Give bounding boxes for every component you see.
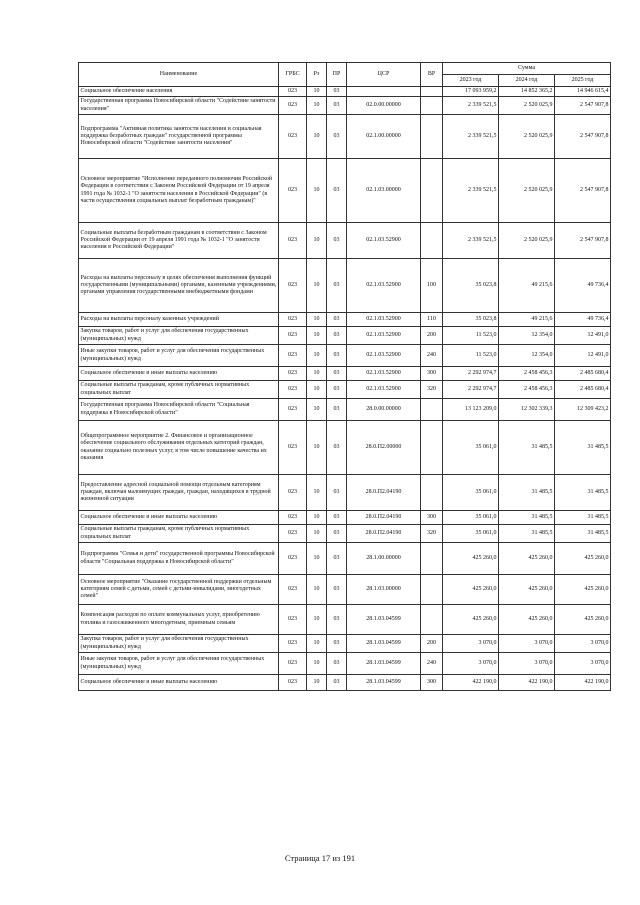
- cell-rz: 10: [307, 223, 327, 259]
- table-row: [79, 345, 611, 367]
- cell-name: Социальные выплаты гражданам, кроме публичных нормативных социальных выплат: [79, 525, 279, 543]
- table-row: [79, 223, 611, 259]
- cell-name: Социальные выплаты гражданам, кроме публичных нормативных социальных выплат: [79, 381, 279, 399]
- cell-pr: 03: [327, 525, 347, 543]
- cell-pr: 03: [327, 399, 347, 421]
- cell-v2023: 3 070,0: [443, 635, 499, 653]
- table-row: [79, 511, 611, 525]
- cell-v2023: 2 292 974,7: [443, 381, 499, 399]
- cell-name: Социальные выплаты безработным гражданам в соответствии с Законом Российской Федерации от 19 апреля 1991 года № 1032-1 "О занятости населения в Российской Федерации": [79, 223, 279, 259]
- cell-csr: 28.0.00.00000: [347, 399, 421, 421]
- cell-name: Закупка товаров, работ и услуг для обеспечения государственных (муниципальных) нужд: [79, 327, 279, 345]
- cell-rz: 10: [307, 653, 327, 675]
- table-body: [79, 87, 611, 691]
- cell-csr: 02.1.03.52900: [347, 381, 421, 399]
- cell-grbs: 023: [279, 259, 307, 313]
- cell-vr: 200: [421, 327, 443, 345]
- cell-csr: 28.0.П2.04190: [347, 475, 421, 511]
- header-rz: Рз: [307, 63, 327, 87]
- table-row: [79, 675, 611, 691]
- table-row: [79, 475, 611, 511]
- cell-v2023: 425 260,0: [443, 575, 499, 605]
- cell-grbs: 023: [279, 115, 307, 159]
- cell-name: Закупка товаров, работ и услуг для обеспечения государственных (муниципальных) нужд: [79, 635, 279, 653]
- cell-grbs: 023: [279, 475, 307, 511]
- cell-grbs: 023: [279, 345, 307, 367]
- cell-pr: 03: [327, 313, 347, 327]
- cell-v2024: 425 260,0: [499, 575, 555, 605]
- cell-vr: 300: [421, 367, 443, 381]
- cell-v2025: 2 547 907,8: [555, 223, 611, 259]
- cell-grbs: 023: [279, 313, 307, 327]
- header-grbs: ГРБС: [279, 63, 307, 87]
- cell-v2024: 31 485,5: [499, 525, 555, 543]
- cell-v2023: 3 070,0: [443, 653, 499, 675]
- cell-csr: 02.1.03.52900: [347, 223, 421, 259]
- cell-csr: 28.0.П2.00000: [347, 421, 421, 475]
- header-pr: ПР: [327, 63, 347, 87]
- cell-v2023: 35 061,0: [443, 525, 499, 543]
- cell-grbs: 023: [279, 511, 307, 525]
- cell-rz: 10: [307, 543, 327, 575]
- cell-v2024: 31 485,5: [499, 511, 555, 525]
- cell-name: Иные закупки товаров, работ и услуг для обеспечения государственных (муниципальных) нужд: [79, 345, 279, 367]
- cell-v2023: 422 190,0: [443, 675, 499, 691]
- cell-rz: 10: [307, 345, 327, 367]
- cell-v2024: 12 354,0: [499, 327, 555, 345]
- cell-name: Социальное обеспечение населения: [79, 87, 279, 97]
- cell-csr: 02.1.00.00000: [347, 115, 421, 159]
- cell-name: Общепрограммное мероприятие 2. Финансовое и организационное обеспечение социального обслуживания отдельных категорий граждан, оказание социально полезных услуг, в том числе повышение качества их оказания: [79, 421, 279, 475]
- cell-csr: 02.1.03.52900: [347, 345, 421, 367]
- table-row: [79, 605, 611, 635]
- cell-grbs: 023: [279, 635, 307, 653]
- page-number: Страница 17 из 191: [284, 853, 356, 863]
- cell-name: Компенсация расходов по оплате коммунальных услуг, приобретению топлива и газосжиженного многодетным, приемным семьям: [79, 605, 279, 635]
- cell-name: Подпрограмма "Семья и дети" государственной программы Новосибирской области "Социальная поддержка в Новосибирской области": [79, 543, 279, 575]
- cell-rz: 10: [307, 605, 327, 635]
- cell-rz: 10: [307, 381, 327, 399]
- cell-v2025: 3 070,0: [555, 653, 611, 675]
- cell-name: Основное мероприятие "Оказание государственной поддержки отдельным категориям семей с детьми, семей с детьми-инвалидами, многодетных семей": [79, 575, 279, 605]
- cell-name: Подпрограмма "Активная политика занятости населения и социальная поддержка безработных граждан" государственной программы Новосибирской области "Содействие занятости населения": [79, 115, 279, 159]
- cell-grbs: 023: [279, 97, 307, 115]
- cell-vr: 110: [421, 313, 443, 327]
- cell-v2024: 2 520 025,9: [499, 97, 555, 115]
- cell-v2024: 2 520 025,9: [499, 115, 555, 159]
- cell-rz: 10: [307, 97, 327, 115]
- cell-v2024: 425 260,0: [499, 543, 555, 575]
- cell-v2023: 2 339 521,5: [443, 223, 499, 259]
- cell-vr: [421, 223, 443, 259]
- cell-vr: 100: [421, 259, 443, 313]
- cell-rz: 10: [307, 313, 327, 327]
- cell-rz: 10: [307, 575, 327, 605]
- cell-grbs: 023: [279, 421, 307, 475]
- cell-pr: 03: [327, 87, 347, 97]
- cell-pr: 03: [327, 511, 347, 525]
- cell-grbs: 023: [279, 223, 307, 259]
- cell-v2024: 422 190,0: [499, 675, 555, 691]
- cell-name: Социальное обеспечение и иные выплаты населению: [79, 675, 279, 691]
- cell-csr: 28.1.03.04599: [347, 653, 421, 675]
- cell-pr: 03: [327, 223, 347, 259]
- cell-v2025: 31 485,5: [555, 525, 611, 543]
- table-row: [79, 327, 611, 345]
- cell-v2025: 2 547 907,8: [555, 159, 611, 223]
- cell-v2023: 2 339 521,5: [443, 97, 499, 115]
- cell-vr: [421, 475, 443, 511]
- cell-rz: 10: [307, 159, 327, 223]
- cell-pr: 03: [327, 675, 347, 691]
- table-row: [79, 635, 611, 653]
- cell-csr: 28.1.03.04599: [347, 605, 421, 635]
- cell-vr: [421, 97, 443, 115]
- cell-grbs: 023: [279, 159, 307, 223]
- cell-grbs: 023: [279, 653, 307, 675]
- cell-v2024: 49 215,6: [499, 313, 555, 327]
- cell-v2023: 11 523,0: [443, 345, 499, 367]
- cell-rz: 10: [307, 87, 327, 97]
- cell-vr: 240: [421, 345, 443, 367]
- cell-v2024: 31 485,5: [499, 421, 555, 475]
- cell-v2024: 2 458 456,3: [499, 381, 555, 399]
- cell-grbs: 023: [279, 367, 307, 381]
- cell-v2023: 425 260,0: [443, 605, 499, 635]
- cell-vr: [421, 575, 443, 605]
- cell-vr: 320: [421, 381, 443, 399]
- cell-pr: 03: [327, 653, 347, 675]
- cell-v2023: 425 260,0: [443, 543, 499, 575]
- cell-csr: 02.1.03.52900: [347, 313, 421, 327]
- cell-name: Расходы на выплаты персоналу казенных учреждений: [79, 313, 279, 327]
- cell-name: Социальное обеспечение и иные выплаты населению: [79, 511, 279, 525]
- cell-v2024: 14 852 365,2: [499, 87, 555, 97]
- cell-pr: 03: [327, 543, 347, 575]
- cell-v2023: 11 523,0: [443, 327, 499, 345]
- cell-v2025: 31 485,5: [555, 475, 611, 511]
- cell-rz: 10: [307, 511, 327, 525]
- cell-v2025: 2 485 680,4: [555, 367, 611, 381]
- budget-table: [78, 62, 611, 691]
- cell-rz: 10: [307, 525, 327, 543]
- cell-csr: [347, 87, 421, 97]
- cell-pr: 03: [327, 345, 347, 367]
- cell-pr: 03: [327, 159, 347, 223]
- header-csr: ЦСР: [347, 63, 421, 87]
- cell-name: Государственная программа Новосибирской области "Содействие занятости населения": [79, 97, 279, 115]
- cell-v2023: 17 093 959,2: [443, 87, 499, 97]
- cell-name: Основное мероприятие "Исполнение переданного полномочия Российской Федерации в соответствии с Законом Российской Федерации от 19 апреля 1991 года № 1032-1 "О занятости населения в Российской Федерации" (в части осуществления социальных выплат безработным гражданам)": [79, 159, 279, 223]
- cell-v2024: 12 302 339,3: [499, 399, 555, 421]
- cell-pr: 03: [327, 327, 347, 345]
- cell-vr: [421, 543, 443, 575]
- header-year-2024: 2024 год: [499, 75, 555, 87]
- cell-csr: 02.1.03.52900: [347, 327, 421, 345]
- cell-grbs: 023: [279, 575, 307, 605]
- cell-v2025: 3 070,0: [555, 635, 611, 653]
- cell-grbs: 023: [279, 327, 307, 345]
- cell-vr: [421, 159, 443, 223]
- table-row: [79, 421, 611, 475]
- cell-csr: 02.1.03.00000: [347, 159, 421, 223]
- cell-grbs: 023: [279, 543, 307, 575]
- cell-v2025: 425 260,0: [555, 605, 611, 635]
- cell-name: Социальное обеспечение и иные выплаты населению: [79, 367, 279, 381]
- cell-v2024: 49 215,6: [499, 259, 555, 313]
- cell-v2025: 2 547 907,8: [555, 115, 611, 159]
- cell-vr: [421, 421, 443, 475]
- cell-rz: 10: [307, 475, 327, 511]
- table-row: [79, 575, 611, 605]
- cell-vr: 300: [421, 511, 443, 525]
- cell-vr: 320: [421, 525, 443, 543]
- cell-v2025: 12 491,0: [555, 327, 611, 345]
- cell-pr: 03: [327, 381, 347, 399]
- cell-csr: 02.1.03.52900: [347, 367, 421, 381]
- cell-v2025: 425 260,0: [555, 575, 611, 605]
- cell-v2023: 2 339 521,5: [443, 115, 499, 159]
- cell-csr: 28.0.П2.04190: [347, 511, 421, 525]
- cell-pr: 03: [327, 475, 347, 511]
- cell-pr: 03: [327, 97, 347, 115]
- cell-v2024: 31 485,5: [499, 475, 555, 511]
- cell-pr: 03: [327, 575, 347, 605]
- cell-name: Государственная программа Новосибирской области "Социальная поддержка в Новосибирской области": [79, 399, 279, 421]
- cell-rz: 10: [307, 327, 327, 345]
- cell-v2025: 49 736,4: [555, 259, 611, 313]
- cell-v2024: 2 458 456,3: [499, 367, 555, 381]
- cell-rz: 10: [307, 421, 327, 475]
- cell-v2025: 2 485 680,4: [555, 381, 611, 399]
- header-year-2025: 2025 год: [555, 75, 611, 87]
- cell-csr: 02.1.03.52900: [347, 259, 421, 313]
- table-row: [79, 381, 611, 399]
- cell-grbs: 023: [279, 525, 307, 543]
- cell-v2025: 31 485,5: [555, 421, 611, 475]
- cell-v2024: 2 520 025,9: [499, 223, 555, 259]
- cell-v2023: 13 123 209,0: [443, 399, 499, 421]
- cell-vr: 200: [421, 635, 443, 653]
- cell-grbs: 023: [279, 381, 307, 399]
- cell-name: Предоставление адресной социальной помощи отдельным категориям граждан, включая малоимущих граждан, граждан, находящихся в трудной жизненной ситуации: [79, 475, 279, 511]
- table-row: [79, 259, 611, 313]
- header-vr: ВР: [421, 63, 443, 87]
- header-name: Наименование: [79, 63, 279, 87]
- cell-vr: [421, 399, 443, 421]
- table-row: [79, 367, 611, 381]
- cell-v2025: 2 547 907,8: [555, 97, 611, 115]
- cell-name: Расходы на выплаты персоналу в целях обеспечения выполнения функций государственными (муниципальными) органами, казенными учреждениями, органами управления государственными внебюджетными фондами: [79, 259, 279, 313]
- table-row: [79, 159, 611, 223]
- cell-pr: 03: [327, 421, 347, 475]
- cell-v2023: 35 023,8: [443, 313, 499, 327]
- cell-pr: 03: [327, 635, 347, 653]
- table-row: [79, 543, 611, 575]
- cell-rz: 10: [307, 675, 327, 691]
- cell-csr: 02.0.00.00000: [347, 97, 421, 115]
- cell-v2025: 12 491,0: [555, 345, 611, 367]
- cell-csr: 28.1.00.00000: [347, 543, 421, 575]
- cell-pr: 03: [327, 259, 347, 313]
- cell-v2024: 12 354,0: [499, 345, 555, 367]
- cell-v2023: 2 339 521,5: [443, 159, 499, 223]
- cell-vr: [421, 87, 443, 97]
- cell-rz: 10: [307, 635, 327, 653]
- cell-vr: 240: [421, 653, 443, 675]
- table-row: [79, 399, 611, 421]
- cell-rz: 10: [307, 399, 327, 421]
- cell-v2023: 35 061,0: [443, 511, 499, 525]
- cell-csr: 28.0.П2.04190: [347, 525, 421, 543]
- cell-v2023: 35 023,8: [443, 259, 499, 313]
- cell-v2025: 425 260,0: [555, 543, 611, 575]
- cell-pr: 03: [327, 115, 347, 159]
- cell-grbs: 023: [279, 605, 307, 635]
- cell-grbs: 023: [279, 675, 307, 691]
- header-year-2023: 2023 год: [443, 75, 499, 87]
- table-row: [79, 97, 611, 115]
- cell-v2025: 12 309 423,2: [555, 399, 611, 421]
- cell-v2023: 2 292 974,7: [443, 367, 499, 381]
- cell-rz: 10: [307, 115, 327, 159]
- cell-v2025: 49 736,4: [555, 313, 611, 327]
- cell-vr: 300: [421, 675, 443, 691]
- cell-csr: 28.1.03.04599: [347, 675, 421, 691]
- cell-v2024: 2 520 025,9: [499, 159, 555, 223]
- table-row: [79, 313, 611, 327]
- cell-v2025: 422 190,0: [555, 675, 611, 691]
- table-row: [79, 525, 611, 543]
- cell-v2023: 35 061,0: [443, 475, 499, 511]
- cell-vr: [421, 605, 443, 635]
- cell-grbs: 023: [279, 87, 307, 97]
- table-row: [79, 115, 611, 159]
- cell-pr: 03: [327, 605, 347, 635]
- cell-v2024: 3 070,0: [499, 635, 555, 653]
- cell-pr: 03: [327, 367, 347, 381]
- header-sum: Сумма: [443, 63, 611, 75]
- cell-v2023: 35 061,0: [443, 421, 499, 475]
- cell-v2025: 14 946 615,4: [555, 87, 611, 97]
- cell-csr: 28.1.03.04599: [347, 635, 421, 653]
- cell-csr: 28.1.03.00000: [347, 575, 421, 605]
- table-row: [79, 653, 611, 675]
- cell-rz: 10: [307, 259, 327, 313]
- cell-rz: 10: [307, 367, 327, 381]
- cell-v2024: 425 260,0: [499, 605, 555, 635]
- cell-grbs: 023: [279, 399, 307, 421]
- table-row: [79, 87, 611, 97]
- cell-name: Иные закупки товаров, работ и услуг для обеспечения государственных (муниципальных) нужд: [79, 653, 279, 675]
- cell-v2024: 3 070,0: [499, 653, 555, 675]
- cell-v2025: 31 485,5: [555, 511, 611, 525]
- cell-vr: [421, 115, 443, 159]
